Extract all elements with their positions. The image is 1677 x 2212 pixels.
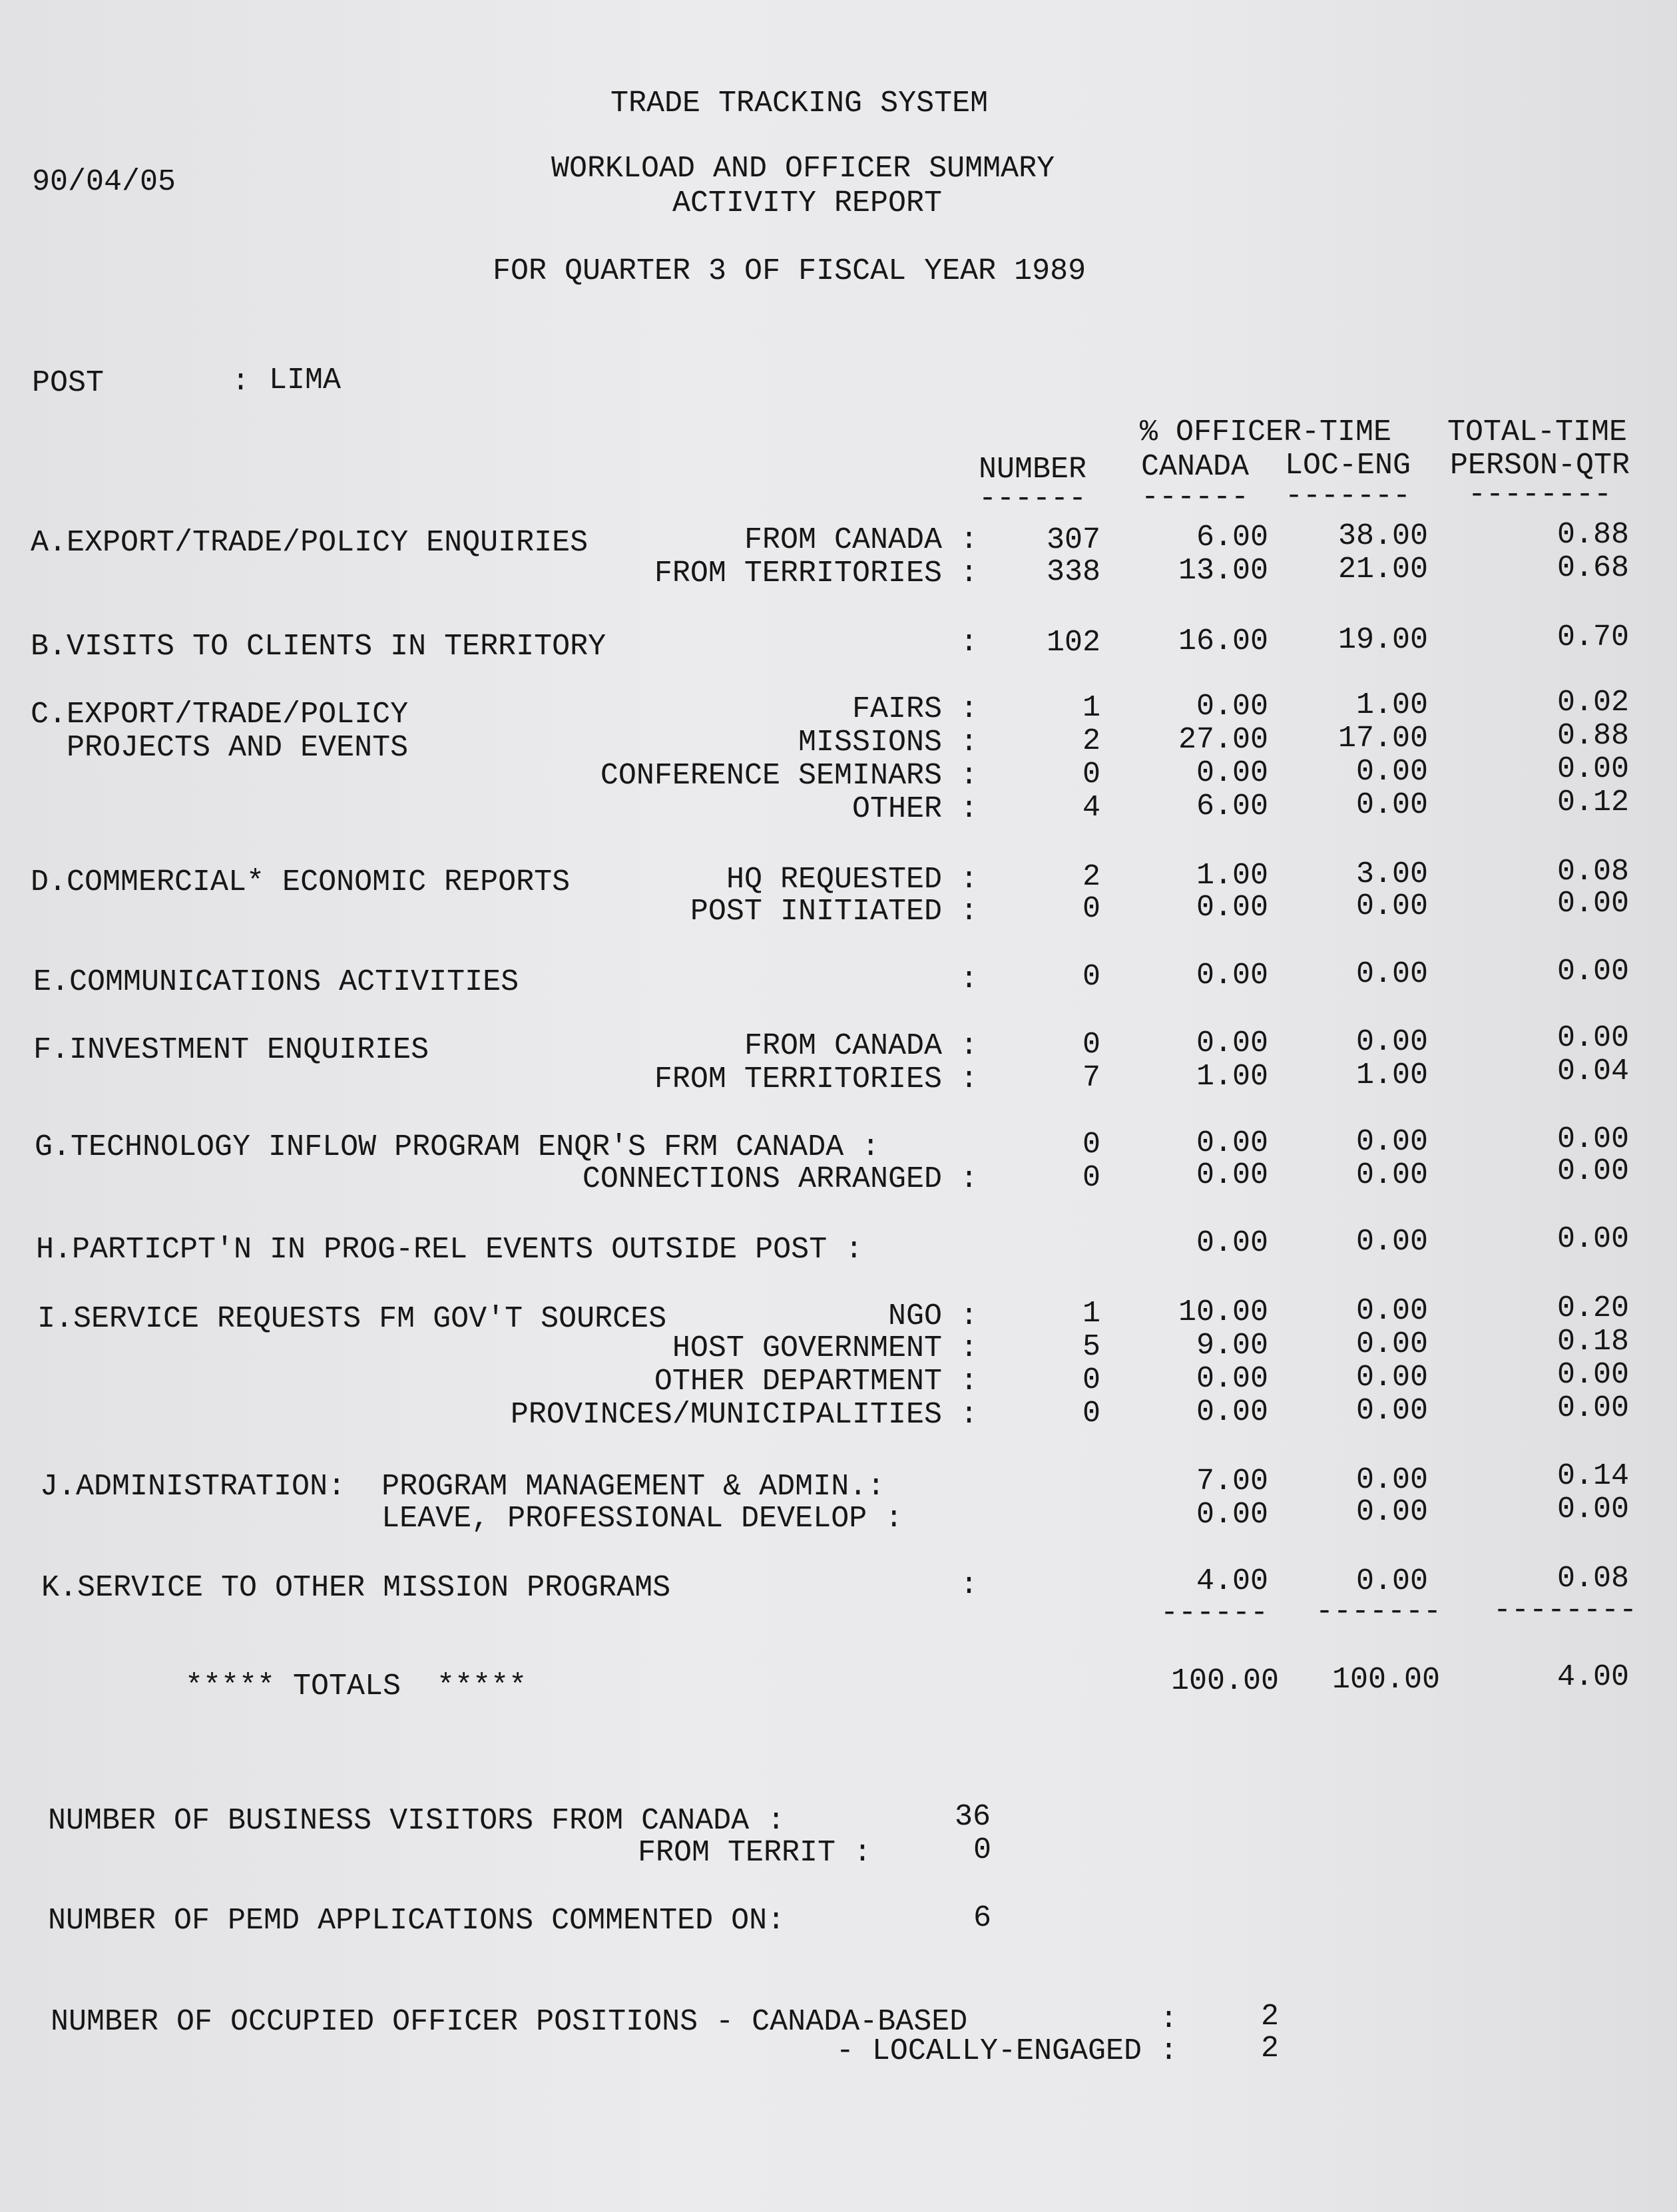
row-loc-eng: 0.00 — [1355, 1327, 1428, 1361]
business-visitors-territ: 0 — [973, 1833, 992, 1867]
row-canada: 0.00 — [1196, 891, 1268, 925]
header-number: NUMBER — [979, 453, 1087, 487]
row-loc-eng: 0.00 — [1355, 1125, 1428, 1159]
row-loc-eng: 0.00 — [1355, 1158, 1428, 1192]
row-person-qtr: 0.88 — [1557, 719, 1629, 753]
rule-loc-eng: ------- — [1285, 479, 1411, 513]
row-category: LEAVE, PROFESSIONAL DEVELOP : — [40, 1502, 903, 1536]
row-number: 0 — [1082, 960, 1100, 994]
row-subcategory: CONNECTIONS ARRANGED : — [582, 1162, 978, 1196]
row-number: 0 — [1082, 1028, 1100, 1062]
row-person-qtr: 0.20 — [1557, 1291, 1629, 1325]
row-loc-eng: 0.00 — [1355, 1294, 1428, 1328]
row-loc-eng: 1.00 — [1355, 1058, 1428, 1092]
row-loc-eng: 0.00 — [1355, 1361, 1428, 1395]
report-date: 90/04/05 — [32, 165, 176, 199]
row-person-qtr: 0.00 — [1557, 1021, 1629, 1055]
row-loc-eng: 0.00 — [1355, 755, 1428, 789]
business-visitors-territ-label: FROM TERRIT : — [637, 1836, 871, 1870]
row-number: 0 — [1082, 1128, 1100, 1162]
row-number: 7 — [1082, 1061, 1100, 1095]
row-canada: 0.00 — [1196, 1126, 1268, 1160]
row-category: K.SERVICE TO OTHER MISSION PROGRAMS — [41, 1571, 671, 1605]
row-person-qtr: 0.14 — [1557, 1459, 1629, 1493]
row-canada: 10.00 — [1178, 1295, 1268, 1329]
row-number: 0 — [1082, 1397, 1100, 1431]
row-canada: 0.00 — [1196, 1158, 1268, 1192]
occupied-positions-le-label: - LOCALLY-ENGAGED : — [836, 2034, 1178, 2068]
row-loc-eng: 17.00 — [1337, 722, 1428, 756]
row-subcategory: OTHER : — [851, 792, 978, 826]
row-loc-eng: 0.00 — [1355, 889, 1428, 923]
header-total-time: TOTAL-TIME — [1447, 415, 1628, 449]
row-person-qtr: 0.00 — [1557, 1122, 1629, 1156]
row-loc-eng: 38.00 — [1337, 519, 1428, 553]
totals-label: ***** TOTALS ***** — [185, 1669, 527, 1703]
row-person-qtr: 0.08 — [1557, 855, 1629, 889]
row-category: C.EXPORT/TRADE/POLICY — [31, 698, 409, 732]
row-loc-eng: 3.00 — [1355, 857, 1428, 891]
row-number: 0 — [1082, 1161, 1100, 1195]
row-category: H.PARTICPT'N IN PROG-REL EVENTS OUTSIDE POST : — [36, 1233, 863, 1267]
row-subcategory: : — [959, 1568, 978, 1602]
row-number: 102 — [1046, 626, 1100, 660]
totals-rule-loc-eng: ------- — [1315, 1595, 1441, 1629]
row-canada: 0.00 — [1196, 1362, 1268, 1396]
header-loc-eng: LOC-ENG — [1285, 449, 1411, 483]
row-number: 2 — [1082, 860, 1100, 894]
row-canada: 0.00 — [1196, 1498, 1268, 1532]
post-name: LIMA — [269, 363, 342, 397]
system-title: TRADE TRACKING SYSTEM — [610, 87, 989, 120]
row-category: D.COMMERCIAL* ECONOMIC REPORTS — [31, 865, 571, 899]
row-canada: 0.00 — [1196, 1026, 1268, 1060]
row-subcategory: : — [959, 626, 978, 660]
row-category: PROJECTS AND EVENTS — [31, 731, 409, 765]
row-person-qtr: 0.00 — [1557, 1391, 1629, 1425]
totals-rule-person-qtr: -------- — [1493, 1594, 1637, 1628]
row-person-qtr: 0.02 — [1557, 686, 1629, 720]
row-loc-eng: 0.00 — [1355, 788, 1428, 822]
row-subcategory: FROM CANADA : — [744, 523, 978, 557]
row-category: G.TECHNOLOGY INFLOW PROGRAM ENQR'S FRM CANADA : — [35, 1130, 880, 1164]
row-loc-eng: 1.00 — [1355, 688, 1428, 722]
row-person-qtr: 0.88 — [1557, 518, 1629, 552]
row-person-qtr: 0.68 — [1557, 551, 1629, 585]
row-number: 4 — [1082, 791, 1100, 825]
row-canada: 0.00 — [1196, 690, 1268, 724]
row-person-qtr: 0.04 — [1557, 1054, 1629, 1088]
row-person-qtr: 0.00 — [1557, 752, 1629, 786]
row-subcategory: MISSIONS : — [798, 726, 978, 760]
row-canada: 0.00 — [1196, 1226, 1268, 1260]
row-subcategory: CONFERENCE SEMINARS : — [600, 759, 978, 793]
report-title: WORKLOAD AND OFFICER SUMMARY — [551, 152, 1055, 186]
rule-number: ------ — [979, 482, 1087, 516]
row-category: J.ADMINISTRATION: PROGRAM MANAGEMENT & ADMIN.: — [40, 1470, 885, 1504]
row-subcategory: : — [959, 963, 978, 996]
row-loc-eng: 0.00 — [1355, 1564, 1428, 1598]
row-subcategory: PROVINCES/MUNICIPALITIES : — [510, 1398, 978, 1432]
row-loc-eng: 21.00 — [1337, 553, 1428, 586]
row-canada: 13.00 — [1178, 554, 1268, 588]
row-number: 2 — [1082, 724, 1100, 758]
totals-loc-eng: 100.00 — [1331, 1663, 1440, 1697]
totals-canada: 100.00 — [1170, 1664, 1279, 1698]
row-subcategory: FROM TERRITORIES : — [654, 1062, 978, 1096]
row-subcategory: NGO : — [887, 1299, 978, 1333]
occupied-positions-label: NUMBER OF OCCUPIED OFFICER POSITIONS - CANADA-BASED — [51, 2005, 968, 2039]
row-loc-eng: 19.00 — [1337, 623, 1428, 657]
row-number: 0 — [1082, 892, 1100, 926]
header-person-qtr: PERSON-QTR — [1450, 449, 1630, 483]
row-canada: 7.00 — [1196, 1464, 1268, 1498]
row-canada: 9.00 — [1196, 1329, 1268, 1363]
row-category: I.SERVICE REQUESTS FM GOV'T SOURCES — [37, 1302, 667, 1336]
row-person-qtr: 0.00 — [1557, 955, 1629, 989]
row-subcategory: FROM TERRITORIES : — [654, 556, 978, 590]
row-person-qtr: 0.00 — [1557, 1154, 1629, 1188]
rule-canada: ------ — [1141, 481, 1250, 515]
occupied-positions-canada-based: 2 — [1261, 2000, 1280, 2034]
row-person-qtr: 0.00 — [1557, 1492, 1629, 1526]
row-canada: 4.00 — [1196, 1564, 1268, 1598]
row-subcategory: OTHER DEPARTMENT : — [654, 1365, 978, 1399]
row-canada: 1.00 — [1196, 859, 1268, 893]
row-category: E.COMMUNICATIONS ACTIVITIES — [33, 965, 519, 999]
row-person-qtr: 0.08 — [1557, 1562, 1629, 1596]
header-canada: CANADA — [1141, 450, 1250, 484]
row-person-qtr: 0.12 — [1557, 785, 1629, 819]
row-category: F.INVESTMENT ENQUIRIES — [33, 1033, 429, 1067]
pemd-applications-value: 6 — [973, 1901, 992, 1935]
row-canada: 0.00 — [1196, 959, 1268, 993]
row-loc-eng: 0.00 — [1355, 1495, 1428, 1529]
business-visitors-label: NUMBER OF BUSINESS VISITORS FROM CANADA : — [48, 1804, 786, 1838]
occupied-positions-locally-engaged: 2 — [1261, 2032, 1280, 2066]
post-separator: : — [232, 365, 250, 399]
row-number: 5 — [1082, 1330, 1100, 1364]
row-category: A.EXPORT/TRADE/POLICY ENQUIRIES — [31, 526, 589, 560]
row-subcategory: FROM CANADA : — [744, 1029, 978, 1063]
row-canada: 16.00 — [1178, 624, 1268, 658]
row-person-qtr: 0.00 — [1557, 887, 1629, 921]
header-pct-officer-time: % OFFICER-TIME — [1140, 415, 1392, 449]
row-number: 338 — [1046, 555, 1100, 589]
row-person-qtr: 0.00 — [1557, 1358, 1629, 1392]
pemd-applications-label: NUMBER OF PEMD APPLICATIONS COMMENTED ON: — [48, 1904, 786, 1938]
row-loc-eng: 0.00 — [1355, 1463, 1428, 1497]
row-canada: 6.00 — [1196, 789, 1268, 823]
row-canada: 1.00 — [1196, 1060, 1268, 1094]
business-visitors-canada: 36 — [955, 1800, 991, 1834]
row-subcategory: HQ REQUESTED : — [726, 863, 978, 897]
row-subcategory: HOST GOVERNMENT : — [672, 1331, 978, 1365]
row-number: 307 — [1046, 523, 1100, 557]
row-subcategory: FAIRS : — [851, 692, 978, 726]
row-person-qtr: 0.00 — [1557, 1222, 1629, 1256]
occupied-positions-separator: : — [1160, 2002, 1178, 2036]
row-loc-eng: 0.00 — [1355, 957, 1428, 991]
row-canada: 0.00 — [1196, 1395, 1268, 1429]
row-canada: 6.00 — [1196, 521, 1268, 554]
row-loc-eng: 0.00 — [1355, 1025, 1428, 1059]
post-label: POST — [32, 366, 105, 400]
row-subcategory: POST INITIATED : — [690, 895, 978, 929]
row-category: B.VISITS TO CLIENTS IN TERRITORY — [31, 630, 606, 664]
totals-rule-canada: ------ — [1160, 1596, 1268, 1630]
row-number: 0 — [1082, 1363, 1100, 1397]
report-subtitle: ACTIVITY REPORT — [672, 186, 943, 220]
totals-person-qtr: 4.00 — [1557, 1660, 1629, 1694]
row-canada: 0.00 — [1196, 756, 1268, 790]
row-number: 1 — [1082, 691, 1100, 725]
row-loc-eng: 0.00 — [1355, 1225, 1428, 1259]
row-loc-eng: 0.00 — [1355, 1394, 1428, 1428]
row-number: 0 — [1082, 758, 1100, 791]
row-canada: 27.00 — [1178, 723, 1268, 757]
rule-person-qtr: -------- — [1468, 478, 1612, 512]
row-person-qtr: 0.70 — [1557, 620, 1629, 654]
row-number: 1 — [1082, 1297, 1100, 1331]
row-person-qtr: 0.18 — [1557, 1325, 1629, 1359]
report-period: FOR QUARTER 3 OF FISCAL YEAR 1989 — [493, 254, 1086, 288]
